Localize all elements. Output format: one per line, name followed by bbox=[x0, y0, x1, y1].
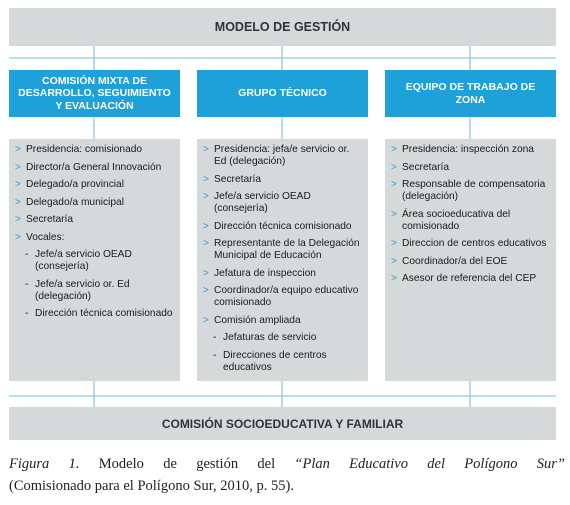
bullet-icon: > bbox=[391, 238, 397, 249]
bullet-icon: > bbox=[15, 161, 21, 173]
panel-equipo-zona bbox=[385, 139, 556, 381]
dash-icon: - bbox=[25, 278, 29, 290]
list-item bbox=[203, 174, 363, 186]
bullet-icon: > bbox=[203, 314, 209, 326]
bullet-icon: > bbox=[15, 179, 21, 190]
bullet-icon: > bbox=[391, 179, 397, 190]
bullet-icon: > bbox=[203, 267, 209, 279]
list-item bbox=[15, 162, 175, 174]
list-item-text: Jefatura de inspeccion bbox=[214, 267, 316, 279]
list-item-text: Jefe/a servicio OEAD (consejería) bbox=[214, 191, 311, 214]
list-item-text: Direccion de centros educativos bbox=[402, 238, 547, 249]
list-item-text: Área socioeducativa del comisionado bbox=[402, 208, 511, 232]
list-item bbox=[15, 214, 175, 226]
header-equipo-zona: EQUIPO DE TRABAJO DE ZONA bbox=[385, 70, 556, 117]
sub-item bbox=[213, 350, 363, 374]
list-item-text: Asesor de referencia del CEP bbox=[402, 273, 537, 284]
header-grupo-tecnico: GRUPO TÉCNICO bbox=[197, 70, 368, 117]
sub-item-text: Direcciones de centros educativos bbox=[223, 349, 327, 373]
bullet-icon: > bbox=[203, 220, 209, 232]
list-item bbox=[391, 144, 551, 156]
bottom-commission: COMISIÓN SOCIOEDUCATIVA Y FAMILIAR bbox=[9, 407, 556, 440]
dash-icon: - bbox=[25, 249, 29, 260]
bullet-icon: > bbox=[391, 144, 397, 155]
list-item bbox=[391, 273, 551, 285]
sub-item-text: Dirección técnica comisionado bbox=[35, 308, 173, 319]
list-item-text: Director/a General Innovación bbox=[26, 161, 162, 173]
sub-item-text: Jefe/a servicio or. Ed (delegación) bbox=[35, 278, 130, 302]
list-item bbox=[203, 268, 363, 280]
sub-item bbox=[25, 308, 175, 320]
bullet-icon: > bbox=[391, 208, 397, 220]
list-item bbox=[391, 238, 551, 250]
list-item bbox=[15, 232, 175, 244]
bullet-icon: > bbox=[391, 255, 397, 267]
list-item-text: Presidencia: comisionado bbox=[26, 144, 143, 155]
sub-item bbox=[213, 332, 363, 344]
list-item-text: Presidencia: inspección zona bbox=[402, 144, 534, 155]
bullet-icon: > bbox=[203, 191, 209, 202]
sub-item-text: Jefe/a servicio OEAD (consejería) bbox=[35, 249, 132, 272]
bullet-icon: > bbox=[15, 196, 21, 208]
list-item bbox=[203, 221, 363, 233]
bullet-icon: > bbox=[203, 238, 209, 249]
list-item-text: Delegado/a provincial bbox=[26, 179, 124, 190]
list-item-text: Presidencia: jefa/e servicio or. Ed (delegación) bbox=[214, 144, 350, 167]
list-item bbox=[15, 197, 175, 209]
bullet-icon: > bbox=[203, 144, 209, 155]
bullet-icon: > bbox=[203, 285, 209, 296]
sub-item-text: Jefaturas de servicio bbox=[223, 332, 317, 343]
list-item-text: Vocales: bbox=[26, 231, 65, 243]
list-item bbox=[203, 191, 363, 215]
sub-item bbox=[25, 249, 175, 273]
list-item-text: Dirección técnica comisionado bbox=[214, 220, 352, 232]
model-title: MODELO DE GESTIÓN bbox=[9, 8, 556, 46]
list-item-text: Secretaría bbox=[402, 161, 449, 173]
list-item bbox=[15, 144, 175, 156]
list-item bbox=[391, 162, 551, 174]
caption-label: Figura 1. bbox=[9, 456, 80, 472]
sub-item bbox=[25, 279, 175, 303]
list-item bbox=[203, 238, 363, 262]
list-item bbox=[391, 256, 551, 268]
bullet-icon: > bbox=[203, 173, 209, 185]
list-item bbox=[203, 285, 363, 309]
list-item-text: Secretaría bbox=[214, 173, 261, 185]
caption-title: “Plan Educativo del Polígono Sur” bbox=[294, 456, 565, 472]
header-comision-mixta: COMISIÓN MIXTA DE DESARROLLO, SEGUIMIENTO Y EVALUACIÓN bbox=[9, 70, 180, 117]
bullet-icon: > bbox=[15, 144, 21, 155]
figure-caption bbox=[9, 453, 565, 475]
list-item-text: Representante de la Delegación Municipal de Educación bbox=[214, 238, 360, 261]
bullet-icon: > bbox=[15, 214, 21, 225]
figure-caption-source: (Comisionado para el Polígono Sur, 2010, p. 55). bbox=[9, 478, 294, 494]
dash-icon: - bbox=[213, 349, 217, 361]
list-item bbox=[391, 209, 551, 233]
list-item-text: Secretaría bbox=[26, 214, 73, 225]
list-item-text: Responsable de compensatoria (delegación) bbox=[402, 179, 546, 202]
list-item-text: Delegado/a municipal bbox=[26, 196, 124, 208]
dash-icon: - bbox=[25, 308, 29, 319]
panel-comision-mixta bbox=[9, 139, 180, 381]
list-item-text: Coordinador/a equipo educativo comisionado bbox=[214, 285, 359, 308]
bullet-icon: > bbox=[391, 161, 397, 173]
panel-grupo-tecnico bbox=[197, 139, 368, 381]
caption-text: Modelo de gestión del bbox=[98, 456, 276, 472]
dash-icon: - bbox=[213, 332, 217, 343]
list-item bbox=[391, 179, 551, 203]
list-item bbox=[203, 315, 363, 327]
bullet-icon: > bbox=[391, 273, 397, 284]
bullet-icon: > bbox=[15, 231, 21, 243]
list-item-text: Comisión ampliada bbox=[214, 314, 301, 326]
list-item-text: Coordinador/a del EOE bbox=[402, 255, 508, 267]
list-item bbox=[203, 144, 363, 168]
list-item bbox=[15, 179, 175, 191]
